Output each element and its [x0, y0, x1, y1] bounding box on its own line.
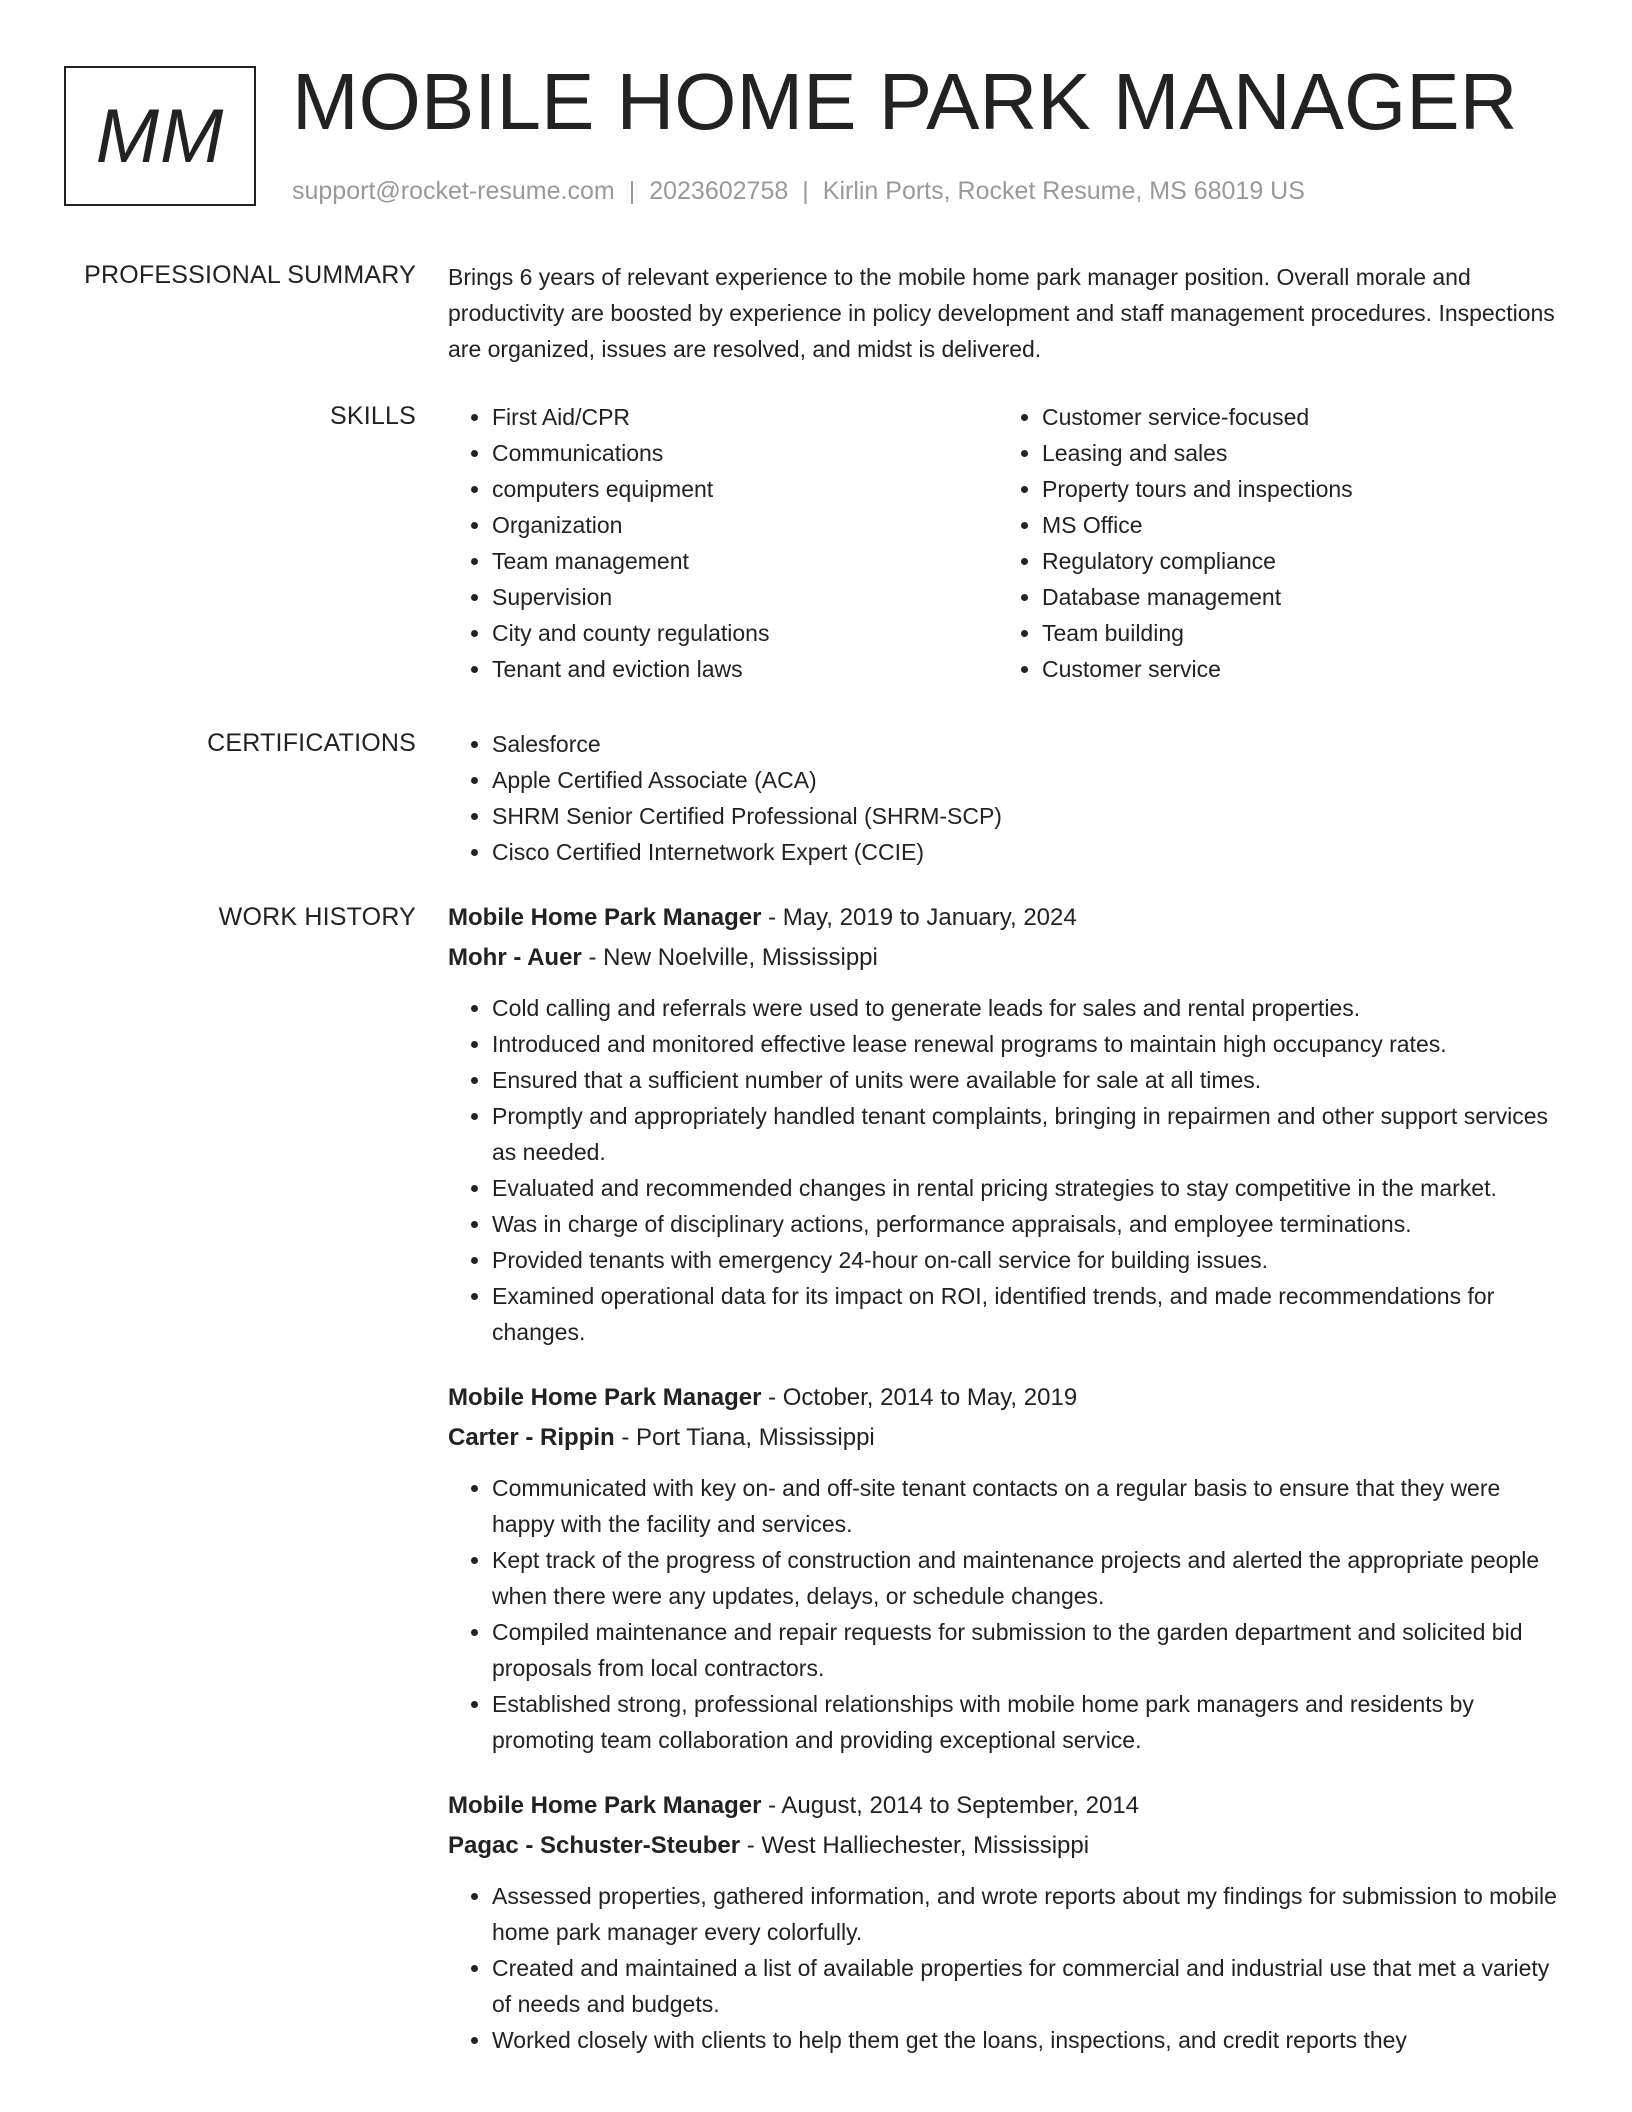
phone-text: 2023602758: [649, 177, 789, 205]
address-text: Kirlin Ports, Rocket Resume, MS 68019 US: [822, 177, 1305, 205]
job-dates: - August, 2014 to September, 2014: [761, 1792, 1140, 1819]
job-bullet: • Worked closely with clients to help them get the loans, inspections, and credit reports they: [492, 2022, 1568, 2058]
job-company: Pagac - Schuster-Steuber: [448, 1832, 741, 1859]
skill-item: • Regulatory compliance: [1042, 543, 1548, 579]
job-bullet: • Compiled maintenance and repair requests for submission to the garden department and solicited bid proposals from local contractors.: [492, 1614, 1568, 1686]
contact-separator: |: [628, 177, 636, 205]
job-bullet: • Promptly and appropriately handled tenant complaints, bringing in repairmen and other support services as needed.: [492, 1098, 1568, 1170]
work-history-body: [448, 898, 1568, 2086]
job-entry: [448, 1378, 1568, 1758]
job-company-line: [448, 938, 1568, 978]
job-location: - West Halliechester, Mississippi: [740, 1832, 1090, 1859]
job-bullets: [448, 990, 1568, 1350]
skills-heading: SKILLS: [330, 402, 416, 430]
summary-heading: PROFESSIONAL SUMMARY: [84, 261, 416, 289]
page-title: MOBILE HOME PARK MANAGER: [292, 57, 1518, 146]
job-title: Mobile Home Park Manager: [448, 1792, 762, 1819]
job-title-line: [448, 1786, 1568, 1826]
certification-item: • SHRM Senior Certified Professional (SHRM-SCP): [492, 798, 1568, 834]
skill-item: • Property tours and inspections: [1042, 471, 1548, 507]
email-text: support@rocket-resume.com: [292, 177, 615, 205]
skill-item: • Organization: [492, 507, 998, 543]
job-bullet: • Examined operational data for its impact on ROI, identified trends, and made recommendations for changes.: [492, 1278, 1568, 1350]
contact-separator: |: [802, 177, 809, 205]
job-bullets: [448, 1878, 1568, 2058]
job-title: Mobile Home Park Manager: [448, 1384, 762, 1411]
job-dates: - May, 2019 to January, 2024: [761, 904, 1077, 931]
certifications-body: [448, 726, 1568, 870]
job-company-line: [448, 1826, 1568, 1866]
skill-item: • Team management: [492, 543, 998, 579]
job-company-line: [448, 1418, 1568, 1458]
monogram-logo: MM: [64, 66, 256, 206]
skill-item: • MS Office: [1042, 507, 1548, 543]
contact-line: [292, 174, 1305, 208]
skill-item: • Tenant and eviction laws: [492, 651, 998, 687]
skill-item: • Customer service: [1042, 651, 1548, 687]
work-history-heading: WORK HISTORY: [218, 903, 416, 931]
job-dates: - October, 2014 to May, 2019: [761, 1384, 1078, 1411]
skill-item: • Customer service-focused: [1042, 399, 1548, 435]
job-location: - Port Tiana, Mississippi: [614, 1424, 875, 1451]
job-entry: [448, 898, 1568, 1350]
skills-column-right: [998, 399, 1548, 687]
skill-item: • City and county regulations: [492, 615, 998, 651]
job-bullet: • Ensured that a sufficient number of units were available for sale at all times.: [492, 1062, 1568, 1098]
job-title-line: [448, 898, 1568, 938]
job-bullet: • Provided tenants with emergency 24-hour on-call service for building issues.: [492, 1242, 1568, 1278]
job-bullet: • Was in charge of disciplinary actions, performance appraisals, and employee terminations.: [492, 1206, 1568, 1242]
job-entry: [448, 1786, 1568, 2058]
job-bullet: • Cold calling and referrals were used to generate leads for sales and rental properties.: [492, 990, 1568, 1026]
skill-item: • Database management: [1042, 579, 1548, 615]
skill-item: • First Aid/CPR: [492, 399, 998, 435]
certification-item: • Salesforce: [492, 726, 1568, 762]
certification-item: • Apple Certified Associate (ACA): [492, 762, 1568, 798]
job-company: Mohr - Auer: [448, 944, 582, 971]
job-title-line: [448, 1378, 1568, 1418]
skill-item: • Communications: [492, 435, 998, 471]
job-company: Carter - Rippin: [448, 1424, 615, 1451]
summary-text: Brings 6 years of relevant experience to the mobile home park manager position. Overall morale and productivity are boosted by experience in policy development and staff management procedures. Inspections are organized, issues are resolved, and midst is delivered.: [448, 264, 1555, 362]
job-bullet: • Assessed properties, gathered information, and wrote reports about my findings for submission to mobile home park manager every colorfully.: [492, 1878, 1568, 1950]
certifications-heading: CERTIFICATIONS: [207, 729, 416, 757]
skill-item: • Leasing and sales: [1042, 435, 1548, 471]
job-bullet: • Communicated with key on- and off-site tenant contacts on a regular basis to ensure that they were happy with the facility and services.: [492, 1470, 1568, 1542]
skill-item: • Supervision: [492, 579, 998, 615]
certification-item: • Cisco Certified Internetwork Expert (CCIE): [492, 834, 1568, 870]
job-bullets: [448, 1470, 1568, 1758]
job-title: Mobile Home Park Manager: [448, 904, 762, 931]
job-bullet: • Kept track of the progress of construction and maintenance projects and alerted the appropriate people when there were any updates, delays, or schedule changes.: [492, 1542, 1568, 1614]
summary-body: [448, 259, 1568, 367]
job-bullet: • Created and maintained a list of available properties for commercial and industrial use that met a variety of needs and budgets.: [492, 1950, 1568, 2022]
job-location: - New Noelville, Mississippi: [581, 944, 878, 971]
job-bullet: • Introduced and monitored effective lease renewal programs to maintain high occupancy rates.: [492, 1026, 1568, 1062]
job-bullet: • Evaluated and recommended changes in rental pricing strategies to stay competitive in the market.: [492, 1170, 1568, 1206]
skill-item: • Team building: [1042, 615, 1548, 651]
skills-column-left: [448, 399, 998, 687]
skill-item: • computers equipment: [492, 471, 998, 507]
skills-body: [448, 399, 1568, 687]
job-bullet: • Established strong, professional relationships with mobile home park managers and residents by promoting team collaboration and providing exceptional service.: [492, 1686, 1568, 1758]
